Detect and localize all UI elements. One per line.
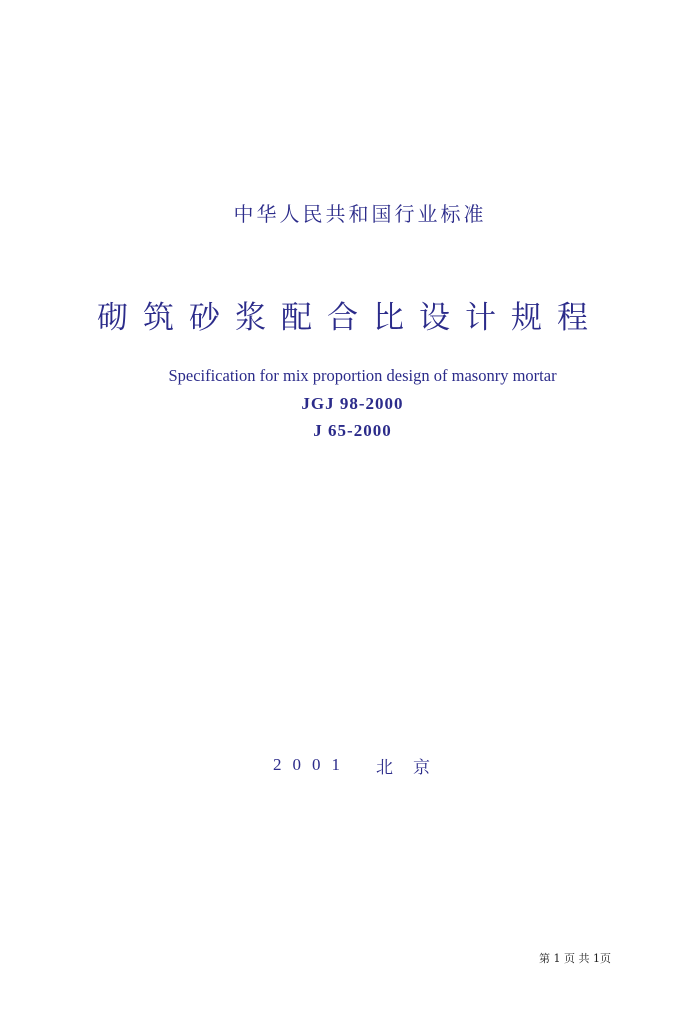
publication-year: 2001 bbox=[273, 755, 351, 774]
english-subtitle: Specification for mix proportion design of masonry mortar bbox=[168, 366, 557, 385]
standard-code-secondary: J 65-2000 bbox=[313, 421, 392, 440]
issuer-heading: 中华人民共和国行业标准 bbox=[233, 202, 487, 226]
page-number-footer: 第 1 页 共 1页 bbox=[539, 952, 611, 965]
document-title: 砌筑砂浆配合比设计规程 bbox=[97, 300, 603, 336]
standard-code-primary: JGJ 98-2000 bbox=[301, 394, 404, 413]
publication-city: 北京 bbox=[376, 758, 450, 778]
